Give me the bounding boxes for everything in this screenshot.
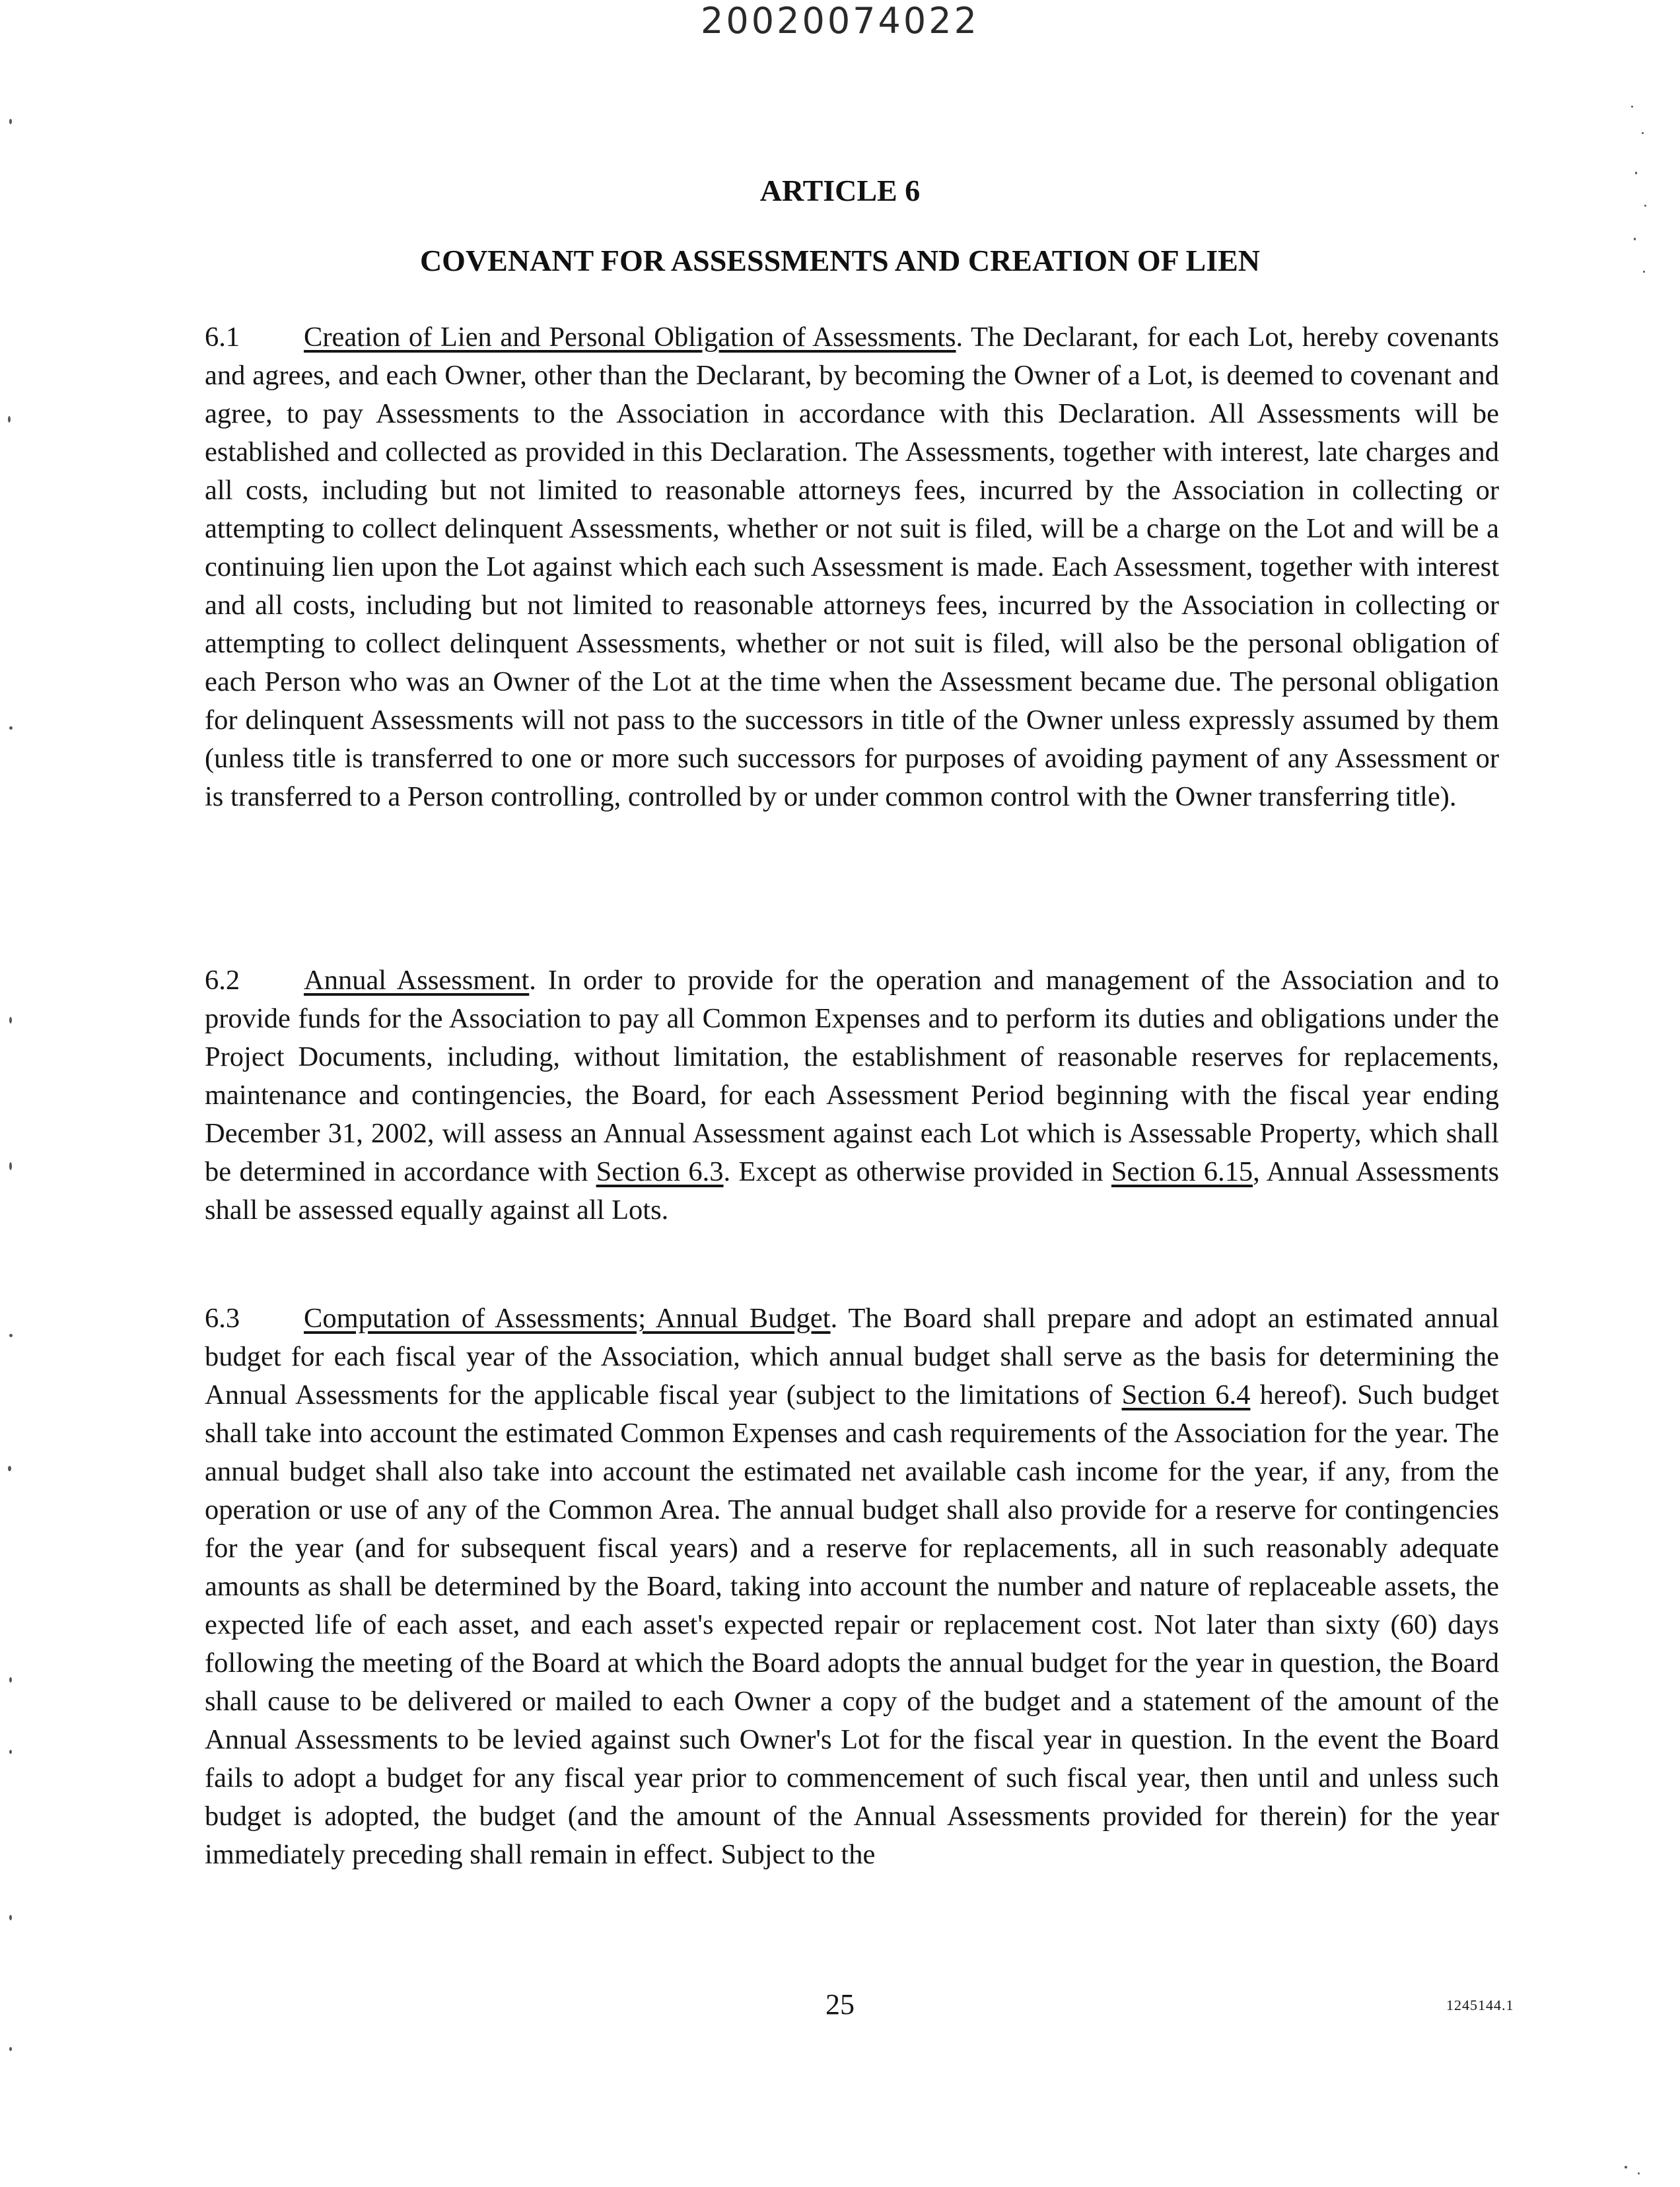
document-id: 1245144.1 [1446, 1997, 1514, 2013]
section-body: hereof). Such budget shall take into account the estimated Common Expenses and cash requirements of the Association for the year. The annual budget shall also take into account the estimated net available cash income for the year, if any, from the operation or use of any of the Common Area. The annual budget shall also provide for a reserve for contingencies for the year (and for subsequent fiscal years) and a reserve for replacements, all in such reasonably adequate amounts as shall be determined by the Board, taking into account the number and nature of replaceable assets, the expected life of each asset, and each asset's expected repair or replacement cost. Not later than sixty (60) days following the meeting of the Board at which the Board adopts the annual budget for the year in question, the Board shall cause to be delivered or mailed to each Owner a copy of the budget and a statement of the amount of the Annual Assessments to be levied against such Owner's Lot for the fiscal year in question. In the event the Board fails to adopt a budget for any fiscal year prior to commencement of such fiscal year, then until and unless such budget is adopted, the budget (and the amount of the Annual Assessments provided for therein) for the year immediately preceding shall remain in effect. Subject to the [205, 1379, 1500, 1870]
scan-speck [9, 1677, 12, 1683]
section-cross-reference: Section 6.15 [1111, 1156, 1253, 1187]
scan-speck [9, 1915, 12, 1920]
scan-speck [9, 1017, 12, 1024]
scan-speck [9, 2047, 12, 2051]
section-body: . In order to provide for the operation and management of the Association and to provide funds for the Association to pay all Common Expenses and to perform its duties and obligations under the Project Documents, including, without limitation, the establishment of reasonable reserves for replacements, maintenance and contingencies, the Board, for each Assessment Period beginning with the fiscal year ending December 31, 2002, will assess an Annual Assessment against each Lot which is Assessable Property, which shall be determined in accordance with [205, 965, 1499, 1187]
section-body: . The Declarant, for each Lot, hereby covenants and agrees, and each Owner, other than the Declarant, by becoming the Owner of a Lot, is deemed to covenant and agree, to pay Assessments to the Association in accordance with this Declaration. All Assessments will be established and collected as provided in this Declaration. The Assessments, together with interest, late charges and all costs, including but not limited to reasonable attorneys fees, incurred by the Association in collecting or attempting to collect delinquent Assessments, whether or not suit is filed, will be a charge on the Lot and will be a continuing lien upon the Lot against which each such Assessment is made. Each Assessment, together with interest and all costs, including but not limited to reasonable attorneys fees, incurred by the Association in collecting or attempting to collect delinquent Assessments, whether or not suit is filed, will also be the personal obligation of each Person who was an Owner of the Lot at the time when the Assessment became due. The personal obligation for delinquent Assessments will not pass to the successors in title of the Owner unless expressly assumed by them (unless title is transferred to one or more such successors for purposes of avoiding payment of any Assessment or is transferred to a Person controlling, controlled by or under common control with the Owner transferring title). [205, 322, 1499, 812]
page-number: 25 [825, 1988, 855, 2021]
scan-speck [1635, 172, 1637, 174]
recording-number-stamp: 20020074022 [701, 0, 979, 42]
article-number: ARTICLE 6 [759, 174, 921, 207]
section-heading: Creation of Lien and Personal Obligation of Assessments [304, 322, 956, 353]
section-6-2 [205, 961, 1499, 1230]
section-body: . Except as otherwise provided in [723, 1156, 1111, 1187]
section-cross-reference: Section 6.3 [596, 1156, 724, 1187]
section-body: , Annual Assessments shall be assessed equally against all Lots. [205, 1156, 1500, 1226]
section-heading: Annual Assessment [304, 965, 530, 996]
scan-speck [1634, 238, 1636, 240]
scan-speck [1625, 2166, 1627, 2169]
scan-speck [9, 726, 13, 730]
section-number: 6.3 [205, 1303, 240, 1334]
scan-speck [1644, 205, 1646, 207]
scan-speck [9, 1162, 12, 1170]
scan-speck [1643, 271, 1645, 273]
scan-speck [1638, 2172, 1640, 2174]
scan-speck [8, 1466, 11, 1471]
scan-speck [1642, 132, 1644, 134]
scan-speck [9, 1750, 12, 1754]
scan-speck [1631, 106, 1633, 108]
scan-speck [8, 416, 11, 423]
section-number: 6.1 [205, 322, 240, 353]
section-number: 6.2 [205, 965, 240, 996]
section-cross-reference: Section 6.4 [1121, 1379, 1251, 1410]
scan-speck [9, 119, 12, 124]
section-heading: Computation of Assessments; Annual Budget [304, 1303, 831, 1334]
article-title: COVENANT FOR ASSESSMENTS AND CREATION OF LIEN [419, 244, 1261, 277]
scan-speck [9, 1334, 13, 1337]
section-body: . The Board shall prepare and adopt an estimated annual budget for each fiscal year of the Association, which annual budget shall serve as the basis for determining the Annual Assessments for the applicable fiscal year (subject to the limitations of [205, 1303, 1500, 1410]
section-6-1 [205, 318, 1499, 816]
section-6-3 [205, 1300, 1499, 1874]
